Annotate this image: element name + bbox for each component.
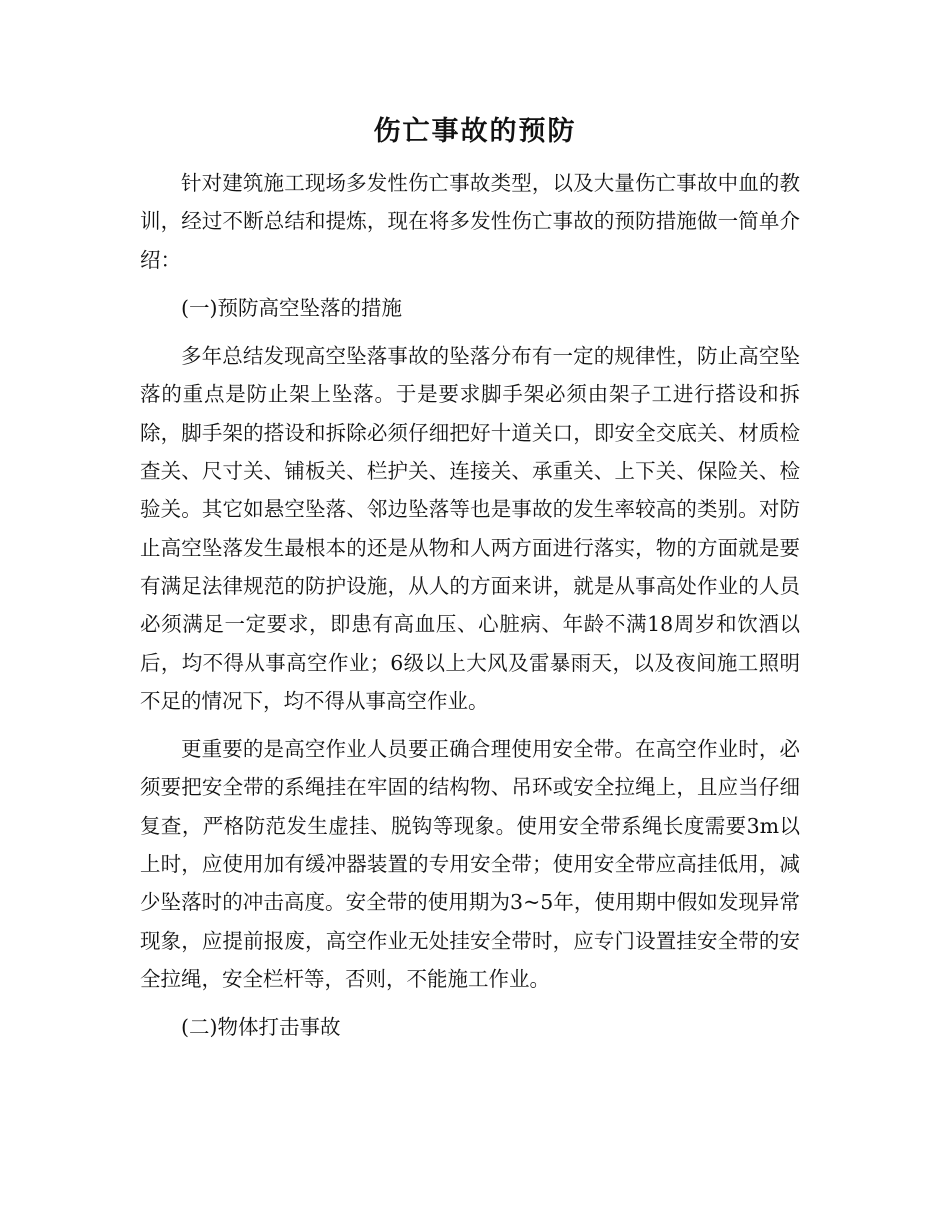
- document-body: [140, 164, 800, 1047]
- body-paragraph-2: 更重要的是高空作业人员要正确合理使用安全带。在高空作业时，必须要把安全带的系绳挂在牢固的结构物、吊环或安全拉绳上，且应当仔细复查，严格防范发生虚挂、脱钩等现象。使用安全带系绳长度需要3m以上时，应使用加有缓冲器装置的专用安全带；使用安全带应高挂低用，减少坠落时的冲击高度。安全带的使用期为3~5年，使用期中假如发现异常现象，应提前报废，高空作业无处挂安全带时，应专门设置挂安全带的安全拉绳，安全栏杆等，否则，不能施工作业。: [140, 737, 800, 991]
- section-heading-1: (一)预防高空坠落的措施: [181, 295, 402, 320]
- body-paragraph-1: 多年总结发现高空坠落事故的坠落分布有一定的规律性，防止高空坠落的重点是防止架上坠落。于是要求脚手架必须由架子工进行搭设和拆除，脚手架的搭设和拆除必须仔细把好十道关口，即安全交底关、材质检查关、尺寸关、铺板关、栏护关、连接关、承重关、上下关、保险关、检验关。其它如悬空坠落、邻边坠落等也是事故的发生率较高的类别。对防止高空坠落发生最根本的还是从物和人两方面进行落实，物的方面就是要有满足法律规范的防护设施，从人的方面来讲，就是从事高处作业的人员必须满足一定要求，即患有高血压、心脏病、年龄不满18周岁和饮酒以后，均不得从事高空作业；6级以上大风及雷暴雨天，以及夜间施工照明不足的情况下，均不得从事高空作业。: [140, 344, 800, 713]
- document-title: 伤亡事故的预防: [373, 116, 577, 147]
- section-heading-2: (二)物体打击事故: [181, 1015, 341, 1040]
- intro-paragraph: 针对建筑施工现场多发性伤亡事故类型，以及大量伤亡事故中血的教训，经过不断总结和提炼，现在将多发性伤亡事故的预防措施做一简单介绍：: [140, 171, 800, 272]
